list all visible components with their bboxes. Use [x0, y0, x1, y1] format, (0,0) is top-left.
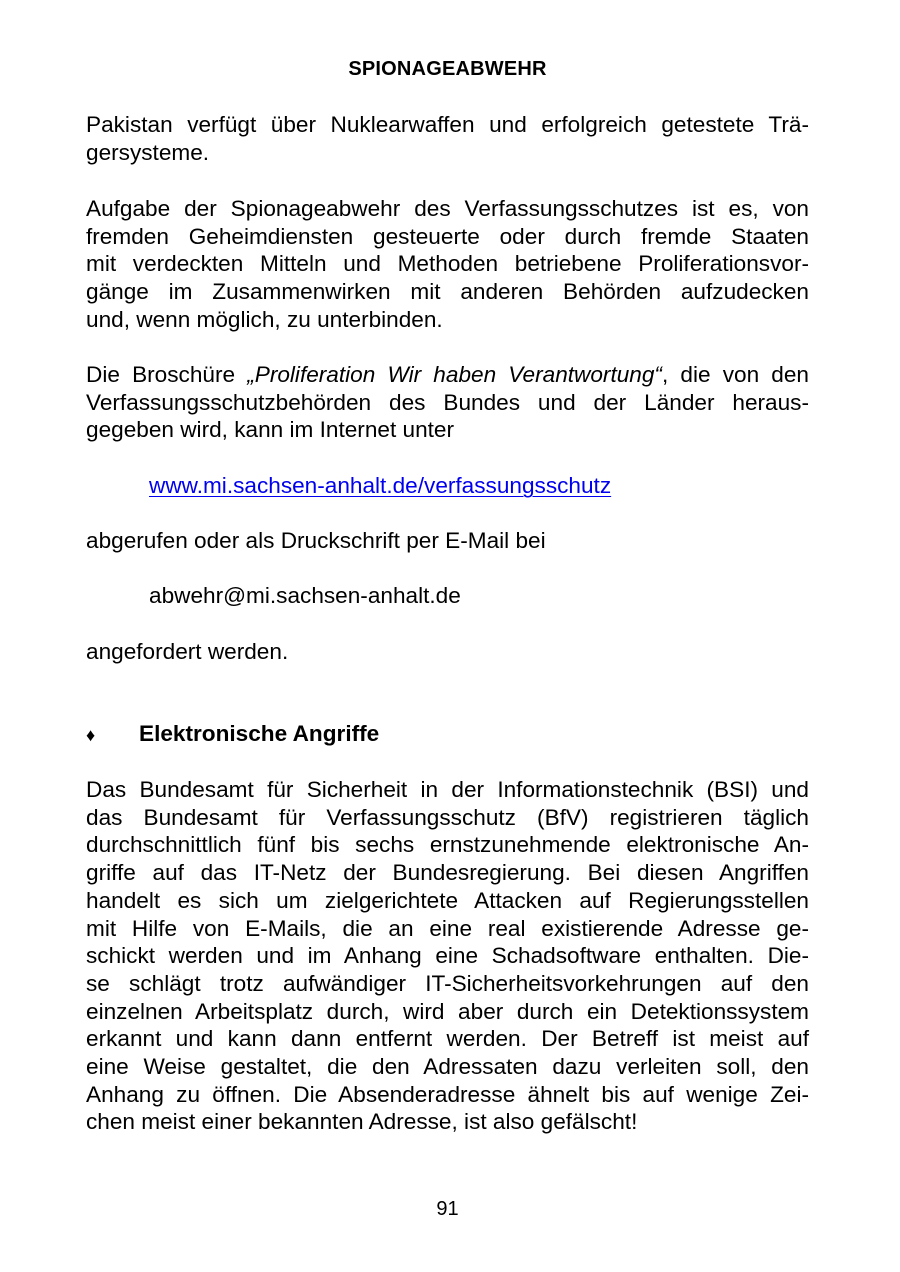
text-line: chen meist einer bekannten Adresse, ist also gefälscht!: [86, 1109, 638, 1135]
paragraph-electronic-attacks: [86, 776, 809, 1136]
text-run: Die Broschüre: [86, 362, 248, 387]
text-line: erkannt und kann dann entfernt werden. Der Betreff ist meist auf: [86, 1026, 809, 1052]
text-line: mit Hilfe von E-Mails, die an eine real existierende Adresse ge-: [86, 915, 809, 941]
section-heading: [86, 720, 379, 750]
brochure-title: „Proliferation Wir haben Verantwortung“: [247, 362, 662, 387]
text-line: Anhang zu öffnen. Die Absenderadresse ähnelt bis auf wenige Zei-: [86, 1081, 809, 1107]
text-line: eine Weise gestaltet, die den Adressaten dazu verleiten soll, den: [86, 1054, 809, 1080]
text-line: gegeben wird, kann im Internet unter: [86, 417, 454, 443]
text-line: gersysteme.: [86, 139, 210, 165]
text-line: angefordert werden.: [86, 639, 289, 664]
text-line: Verfassungsschutzbehörden des Bundes und der Länder heraus-: [86, 389, 809, 415]
paragraph-spionageabwehr-task: [86, 195, 809, 334]
running-head: SPIONAGEABWEHR: [348, 58, 547, 80]
text-line: [86, 361, 809, 389]
email-line: [149, 582, 461, 610]
text-run: , die von den: [661, 362, 809, 387]
diamond-bullet-icon: ♦: [86, 725, 96, 745]
text-line: und, wenn möglich, zu unterbinden.: [86, 306, 443, 332]
section-title: Elektronische Angriffe: [139, 721, 380, 746]
paragraph-brochure: [86, 361, 809, 444]
page-number: 91: [436, 1198, 459, 1220]
text-line: gänge im Zusammenwirken mit anderen Behörden aufzudecken: [86, 279, 809, 305]
text-line: mit verdeckten Mitteln und Methoden betriebene Proliferationsvor-: [86, 251, 809, 277]
text-line: se schlägt trotz aufwändiger IT-Sicherheitsvorkehrungen auf den: [86, 970, 809, 996]
paragraph-nuclear: [86, 111, 809, 166]
text-line: schickt werden und im Anhang eine Schadsoftware enthalten. Die-: [86, 943, 809, 969]
text-line: Das Bundesamt für Sicherheit in der Informationstechnik (BSI) und: [86, 777, 809, 802]
link-line: [149, 472, 611, 500]
text-line: das Bundesamt für Verfassungsschutz (BfV) registrieren täglich: [86, 804, 809, 830]
text-line: einzelnen Arbeitsplatz durch, wird aber durch ein Detektionssystem: [86, 998, 809, 1024]
email-address: abwehr@mi.sachsen-anhalt.de: [149, 583, 461, 608]
text-line: Pakistan verfügt über Nuklearwaffen und erfolgreich getestete Trä-: [86, 112, 809, 137]
text-line: handelt es sich um zielgerichtete Attacken auf Regierungsstellen: [86, 887, 809, 913]
text-line: fremden Geheimdiensten gesteuerte oder durch fremde Staaten: [86, 223, 809, 249]
text-line: durchschnittlich fünf bis sechs ernstzunehmende elektronische An-: [86, 832, 809, 858]
text-line: griffe auf das IT-Netz der Bundesregierung. Bei diesen Angriffen: [86, 860, 809, 886]
verfassungsschutz-link[interactable]: www.mi.sachsen-anhalt.de/verfassungsschutz: [149, 473, 612, 498]
text-line: abgerufen oder als Druckschrift per E-Mail bei: [86, 528, 546, 553]
text-line: Aufgabe der Spionageabwehr des Verfassungsschutzes ist es, von: [86, 196, 809, 221]
paragraph-request: [86, 638, 809, 666]
paragraph-retrieval: [86, 527, 809, 555]
